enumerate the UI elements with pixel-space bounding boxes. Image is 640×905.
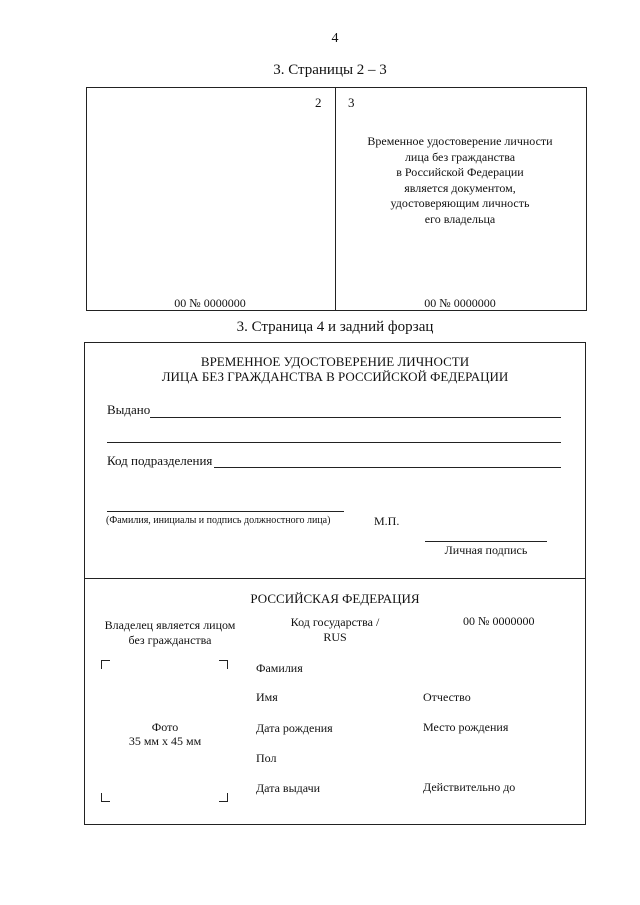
page-3-text-line: лица без гражданства [404,149,516,164]
page-4-box [84,342,586,825]
field-birth-date: Дата рождения [256,721,333,735]
section-heading-page-4: 3. Страница 4 и задний форзац [236,319,434,335]
field-surname: Фамилия [256,661,303,675]
state-code-line: RUS [323,630,347,644]
field-patronymic: Отчество [423,690,471,704]
page-4-title-line-1: ВРЕМЕННОЕ УДОСТОВЕРЕНИЕ ЛИЧНОСТИ [200,354,470,369]
issued-line [150,417,561,418]
country-name: РОССИЙСКАЯ ФЕДЕРАЦИЯ [250,591,420,606]
photo-placeholder [110,720,220,748]
field-issue-date: Дата выдачи [256,781,321,795]
field-birth-place: Место рождения [423,720,509,734]
holder-status-line: без гражданства [128,633,212,647]
page-3-serial: 00 № 0000000 [424,296,496,310]
page-3-text [345,134,575,227]
page-3-text-line: Временное удостоверение личности [367,134,553,148]
photo-corner-top-right [219,660,228,669]
personal-signature-label: Личная подпись [444,543,528,557]
holder-status-line: Владелец является лицом [104,618,236,632]
official-caption: (Фамилия, инициалы и подпись должностного лица) [106,515,331,526]
holder-status [90,618,250,648]
division-code-label: Код подразделения [107,453,213,468]
page-2-serial: 00 № 0000000 [174,296,246,310]
page-3-text-line: его владельца [424,211,496,226]
photo-corner-bottom-left [101,793,110,802]
photo-size: 35 мм х 45 мм [128,734,202,748]
back-cover-serial: 00 № 0000000 [463,614,535,628]
page-4-title-line-2: ЛИЦА БЕЗ ГРАЖДАНСТВА В РОССИЙСКОЙ ФЕДЕРАЦИИ [161,369,509,384]
issued-line-2 [107,442,561,443]
official-signature-line [107,511,344,512]
field-valid-until: Действительно до [423,780,516,794]
page-3-number: 3 [348,95,355,110]
page-4-back-cover-divider [84,578,586,579]
field-sex: Пол [256,751,277,765]
page-3-text-line: удостоверяющим личность [390,196,530,210]
page-3-text-line: является документом, [404,180,516,195]
pages-2-3-divider [335,87,336,311]
issued-label: Выдано [107,402,151,417]
page-2-number: 2 [315,95,322,110]
division-code-line [214,467,561,468]
section-heading-pages-2-3: 3. Страницы 2 – 3 [273,62,387,78]
photo-corner-top-left [101,660,110,669]
seal-label: М.П. [374,514,400,528]
personal-signature-line [425,541,547,542]
field-name: Имя [256,690,278,704]
state-code [270,615,400,645]
photo-label: Фото [151,720,179,734]
page-3-text-line: в Российской Федерации [396,165,524,179]
photo-corner-bottom-right [219,793,228,802]
state-code-line: Код государства / [290,615,380,629]
page-number: 4 [331,31,339,46]
